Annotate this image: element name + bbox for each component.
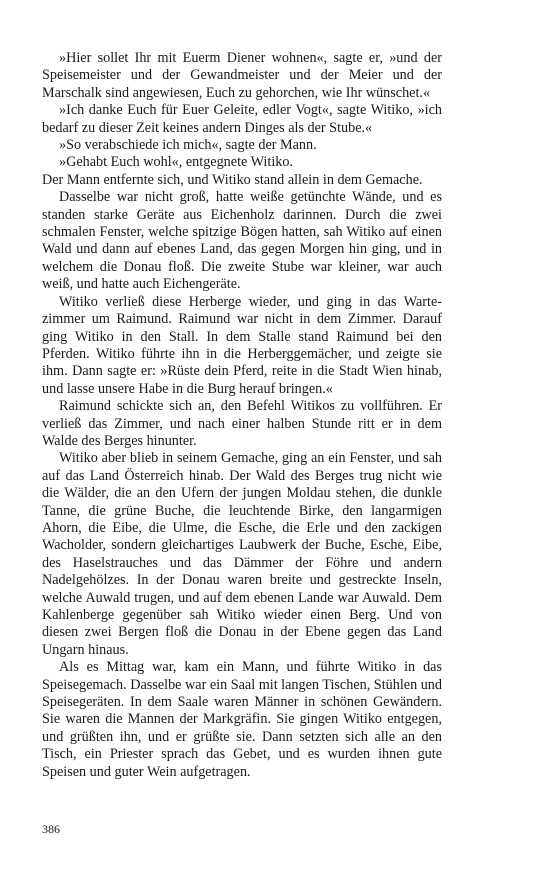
paragraph-8: Raimund schickte sich an, den Befehl Witikos zu vollführen. Er verließ das Zimmer, und nach einer halben Stunde ritt er in dem Walde des Berges hinunter.	[42, 398, 442, 449]
paragraph-2: »Ich danke Euch für Euer Geleite, edler Vogt«, sagte Witiko, »ich bedarf zu dieser Zeit keines andern Dinges als der Stube.«	[42, 102, 442, 136]
paragraph-9: Witiko aber blieb in seinem Gemache, ging an ein Fenster, und sah auf das Land Österreich hinab. Der Wald des Berges trug nicht wie die Wälder, die an den Ufern der jungen Moldau stehen, die dunkle Tanne, die grüne Buche, die leuchtende Birke, den langarmigen Ahorn, die Eibe, die Ulme, die Esche, die Erle und den zackigen Wacholder, sondern gleichartiges Laubwerk der Buche, Esche, Eibe, des Haselstrauches und das Dämmer der Föhre und andern Nadelgehölzes. In der Donau waren breite und gestreckte Inseln, welche Auwald trugen, und auf dem ebenen Lande war Auwald. Dem Kahlenberge gegenüber sah Witiko wieder einen Berg. Und von diesen zwei Bergen floß die Donau in der Ebene gegen das Land Ungarn hinaus.	[42, 450, 442, 658]
paragraph-7: Witiko verließ diese Herberge wieder, und ging in das Wartezimmer um Raimund. Raimund war nicht in dem Zimmer. Darauf ging Witiko in den Stall. In dem Stalle stand Raimund bei den Pferden. Witiko führte ihn in die Herberggemächer, und zeigte sie ihm. Dann sagte er: »Rüste dein Pferd, reite in die Stadt Wien hinab, und lasse unsere Habe in die Burg herauf bringen.«	[42, 293, 442, 397]
paragraph-10: Als es Mittag war, kam ein Mann, und führte Witiko in das Speisegemach. Dasselbe war ein Saal mit langen Tischen, Stühlen und Speisegeräten. In dem Saale waren Männer in schönen Gewändern. Sie waren die Mannen der Markgräfin. Sie gingen Witiko entgegen, und grüßten ihn, und er grüßte sie. Dann setzten sich alle an den Tisch, ein Priester sprach das Gebet, und es wurden ihnen gute Speisen und guter Wein aufgetragen.	[42, 659, 442, 780]
paragraph-3: »So verabschiede ich mich«, sagte der Mann.	[59, 137, 317, 154]
paragraph-1: »Hier sollet Ihr mit Euerm Diener wohnen«, sagte er, »und der Speisemeister und der Gewandmeister und der Meier und der Marschalk sind angewiesen, Euch zu gehorchen, wie Ihr wünschet.«	[42, 50, 442, 101]
book-page-text	[42, 50, 442, 781]
page-number: 386	[42, 822, 60, 836]
paragraph-4: »Gehabt Euch wohl«, entgegnete Witiko.	[59, 154, 293, 171]
paragraph-5: Der Mann entfernte sich, und Witiko stand allein in dem Gemache.	[42, 171, 423, 188]
paragraph-6: Dasselbe war nicht groß, hatte weiße getünchte Wände, und es standen starke Geräte aus Eichenholz darinnen. Durch die zwei schmalen Fenster, welche spitzige Bögen hatten, sah Witiko auf einen Wald und dann auf ebenes Land, das gegen Morgen hin ging, und in welchem die Donau floß. Die zweite Stube war kleiner, war auch weiß, und hatte auch Eichengeräte.	[42, 189, 442, 293]
